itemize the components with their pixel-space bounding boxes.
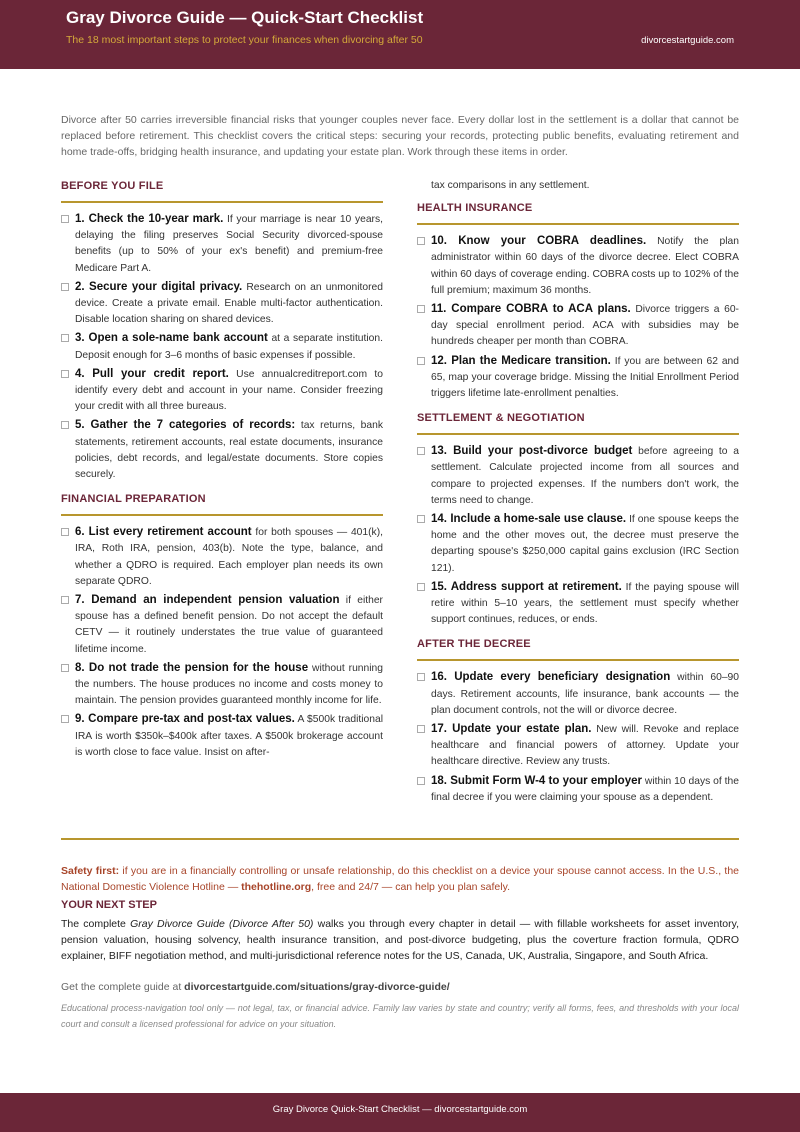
item-lead: 14. Include a home-sale use clause. xyxy=(431,513,627,526)
item-lead: 8. Do not trade the pension for the house xyxy=(75,661,309,674)
item-text: Research on an unmonitored device. Create a private email. Enable multi-factor authentication. Disable location sharing on shared devices. xyxy=(75,281,383,326)
checkbox[interactable] xyxy=(61,215,69,223)
item-lead: 17. Update your estate plan. xyxy=(431,723,592,736)
item-lead: 6. List every retirement account xyxy=(75,526,252,539)
checkbox[interactable] xyxy=(417,725,425,733)
checklist-item xyxy=(417,721,739,771)
checklist-settlement xyxy=(417,443,739,628)
checkbox[interactable] xyxy=(417,447,425,455)
section-title-financial: FINANCIAL PREPARATION xyxy=(61,491,383,516)
checkbox[interactable] xyxy=(61,283,69,291)
next-step-text-1: The complete xyxy=(61,918,131,930)
checkbox[interactable] xyxy=(417,777,425,785)
checklist-item xyxy=(417,233,739,299)
get-guide-line xyxy=(61,981,450,993)
checkbox[interactable] xyxy=(417,583,425,591)
section-divider xyxy=(61,838,739,840)
checkbox[interactable] xyxy=(61,334,69,342)
checklist-item xyxy=(417,579,739,629)
item-text: A $500k traditional IRA is worth $350k–$400k after taxes. A $500k brokerage account is worth close to face value. Insist on after- xyxy=(75,714,384,758)
item-lead: 12. Plan the Medicare transition. xyxy=(431,354,611,367)
item-lead: 11. Compare COBRA to ACA plans. xyxy=(431,303,631,316)
checkbox[interactable] xyxy=(417,673,425,681)
item-text: If your marriage is near 10 years, delaying the filing preserves Social Security divorced-spouse benefits (up to 50% of your ex's benefit) and premium-free Medicare Part A. xyxy=(75,214,383,274)
item-text: If one spouse keeps the home and the other moves out, the decree must preserve the departing spouse's $250,000 capital gains exclusion (IRC Section 121). xyxy=(431,514,740,574)
safety-text-2: , free and 24/7 — can help you plan safely. xyxy=(311,881,510,893)
item-lead: 2. Secure your digital privacy. xyxy=(75,280,243,293)
checklist-item xyxy=(417,301,739,351)
item-text: if either spouse has a defined benefit pension. Do not accept the default CETV — it routinely understates the true value of guaranteed lifetime income. xyxy=(75,595,383,655)
left-column xyxy=(61,178,383,763)
item-text: tax returns, bank statements, retirement accounts, real estate documents, insurance policies, debt records, and legal/estate documents. Store copies securely. xyxy=(75,420,383,481)
checklist-item xyxy=(61,660,383,710)
checkbox[interactable] xyxy=(417,515,425,523)
item-lead: 10. Know your COBRA deadlines. xyxy=(431,235,647,248)
safety-label: Safety first: xyxy=(61,865,120,877)
page-footer xyxy=(0,1093,800,1132)
checkbox[interactable] xyxy=(61,528,69,536)
next-step-text xyxy=(61,916,739,964)
page-subtitle: The 18 most important steps to protect your finances when divorcing after 50 xyxy=(66,34,423,46)
item-text: before agreeing to a settlement. Calculate projected income from all sources and compare to projected expenses. If the numbers don't work, the terms need to change. xyxy=(431,446,739,506)
get-guide-label: Get the complete guide at xyxy=(61,981,185,993)
checklist-item xyxy=(417,443,739,509)
checkbox[interactable] xyxy=(61,421,69,429)
section-title-after: AFTER THE DECREE xyxy=(417,636,739,661)
book-title: Gray Divorce Guide (Divorce After 50) xyxy=(130,918,314,930)
checklist-before xyxy=(61,211,383,483)
item-text: New will. Revoke and replace healthcare and financial powers of attorney. Update your healthcare directive. Review any trusts. xyxy=(431,724,739,768)
footer-text: Gray Divorce Quick-Start Checklist — divorcestartguide.com xyxy=(272,1104,528,1115)
page-header xyxy=(0,0,800,69)
item-text: for both spouses — 401(k), IRA, Roth IRA, pension, 403(b). Note the type, balance, and whether a QDRO is required. Each employer plan needs its own separate QDRO. xyxy=(75,527,383,587)
item-text: without running the numbers. The house produces no income and costs money to maintain. The pension provides guaranteed monthly income for life. xyxy=(75,662,383,707)
checklist-item xyxy=(61,330,383,363)
item-text: within 60–90 days. Retirement accounts, life insurance, bank accounts — the plan document controls, not the will or divorce decree. xyxy=(431,672,739,716)
guide-url-link[interactable]: divorcestartguide.com/situations/gray-divorce-guide/ xyxy=(184,981,450,993)
checkbox[interactable] xyxy=(61,370,69,378)
hotline-link[interactable]: thehotline.org xyxy=(241,881,312,893)
checklist-item xyxy=(61,711,383,761)
item-lead: 15. Address support at retirement. xyxy=(431,580,622,593)
item-text: If you are between 62 and 65, map your coverage bridge. Missing the Initial Enrollment Period triggers lifetime late-enrollment penalties. xyxy=(431,355,739,400)
page-title: Gray Divorce Guide — Quick-Start Checklist xyxy=(66,8,424,27)
right-column xyxy=(417,178,739,808)
item-lead: 9. Compare pre-tax and post-tax values. xyxy=(75,713,295,726)
checklist-item xyxy=(61,279,383,329)
item-lead: 1. Check the 10-year mark. xyxy=(75,213,224,225)
next-step-text-2: walks you through every chapter in detail — with fillable worksheets for asset inventory, pension valuation, housing solvency, health insurance transition, and post-divorce budgeting, plus the coverture fraction formula, QDRO explainer, BIFF negotiation method, and multi-jurisdictional reference notes for the US, Canada, UK, Australia, Singapore, and South Africa. xyxy=(61,918,739,962)
checkbox[interactable] xyxy=(417,237,425,245)
disclaimer: Educational process-navigation tool only — not legal, tax, or financial advice. Family law varies by state and country; verify all forms, fees, and thresholds with your local court and consult a licensed professional for advice on your situation. xyxy=(61,1003,739,1029)
intro-paragraph: Divorce after 50 carries irreversible financial risks that younger couples never face. Every dollar lost in the settlement is a dollar that cannot be replaced before retirement. This checklist covers the critical steps: securing your records, protecting public benefits, evaluating retirement and home trade-offs, bridging health insurance, and updating your estate plan. Work through these items in order. xyxy=(61,114,739,158)
header-site: divorcestartguide.com xyxy=(641,35,734,46)
safety-text-1: if you are in a financially controlling or unsafe relationship, do this checklist on a device your spouse cannot access. In the U.S., the National Domestic Violence Hotline — xyxy=(61,865,740,893)
item-9-continuation: tax comparisons in any settlement. xyxy=(431,180,590,191)
checklist-item xyxy=(417,511,739,577)
checklist-item xyxy=(417,669,739,719)
item-text: If the paying spouse will retire within 5–10 years, the settlement must specify whether support continues, reduces, or ends. xyxy=(431,581,739,626)
item-lead: 7. Demand an independent pension valuation xyxy=(75,594,340,607)
item-text: at a separate institution. Deposit enough for 3–6 months of basic expenses if possible. xyxy=(75,333,383,361)
next-step-title: YOUR NEXT STEP xyxy=(61,899,157,911)
section-title-settlement: SETTLEMENT & NEGOTIATION xyxy=(417,410,739,435)
item-lead: 4. Pull your credit report. xyxy=(75,367,229,380)
item-text: Use annualcreditreport.com to identify every debt and account in your name. Consider freezing your credit with all three bureaus. xyxy=(75,368,383,413)
checklist-health xyxy=(417,233,739,402)
checklist-item xyxy=(61,524,383,590)
item-text: within 10 days of the final decree if you were claiming your spouse as a dependent. xyxy=(431,775,739,803)
item-text: Notify the plan administrator within 60 days of the divorce decree. Elect COBRA within 60 days of coverage ending. COBRA costs up to 102% of the full premium; maximum 36 months. xyxy=(431,236,740,296)
item-lead: 13. Build your post-divorce budget xyxy=(431,445,633,458)
checklist-item xyxy=(417,773,739,806)
item-lead: 18. Submit Form W-4 to your employer xyxy=(431,774,642,787)
checklist-after xyxy=(417,669,739,806)
checklist-item xyxy=(61,417,383,483)
section-title-before: BEFORE YOU FILE xyxy=(61,178,383,203)
checklist-item xyxy=(417,353,739,403)
checklist-item xyxy=(61,366,383,416)
checklist-item xyxy=(61,592,383,658)
checkbox[interactable] xyxy=(61,664,69,672)
checkbox[interactable] xyxy=(61,596,69,604)
checkbox[interactable] xyxy=(61,715,69,723)
item-text: Divorce triggers a 60-day special enrollment period. ACA with subsidies may be hundreds cheaper per month than COBRA. xyxy=(431,304,739,348)
checklist-financial xyxy=(61,524,383,761)
item-lead: 3. Open a sole-name bank account xyxy=(75,332,268,345)
section-title-health: HEALTH INSURANCE xyxy=(417,200,739,225)
checkbox[interactable] xyxy=(417,305,425,313)
checklist-item xyxy=(61,211,383,277)
safety-note xyxy=(61,863,739,895)
item-lead: 5. Gather the 7 categories of records: xyxy=(75,419,296,432)
item-lead: 16. Update every beneficiary designation xyxy=(431,671,671,684)
checkbox[interactable] xyxy=(417,357,425,365)
